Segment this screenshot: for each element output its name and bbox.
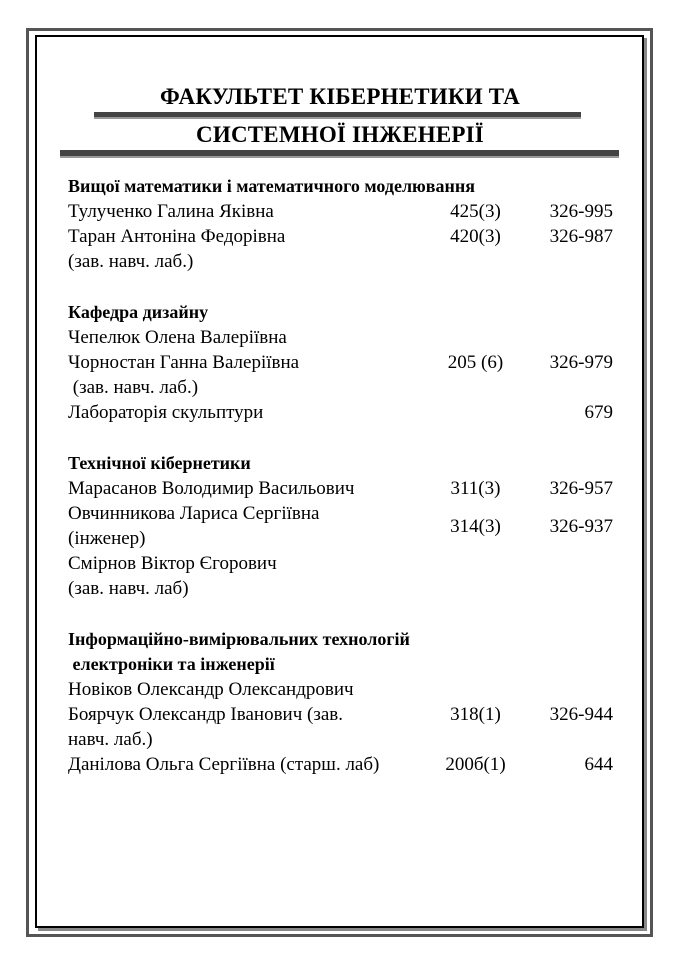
section-higher-math xyxy=(68,174,613,274)
list-item xyxy=(68,375,613,400)
staff-name: Новіков Олександр Олександрович xyxy=(68,679,354,700)
list-item xyxy=(68,400,613,425)
section-technical-cybernetics xyxy=(68,451,613,601)
list-item xyxy=(68,249,613,274)
title-rule-bottom xyxy=(60,150,619,158)
phone-number: 326-957 xyxy=(549,478,613,499)
room-number: 420(3) xyxy=(450,226,501,247)
list-item xyxy=(68,727,613,752)
staff-name: Марасанов Володимир Васильович xyxy=(68,478,355,499)
page-title-line1: ФАКУЛЬТЕТ КІБЕРНЕТИКИ ТА xyxy=(160,84,520,109)
staff-name: Смірнов Віктор Єгорович xyxy=(68,553,277,574)
staff-name: навч. лаб.) xyxy=(68,729,153,750)
phone-number: 679 xyxy=(584,402,613,423)
section-title: Технічної кібернетики xyxy=(68,453,251,473)
staff-name: (зав. навч. лаб.) xyxy=(68,377,199,398)
section-title: Інформаційно-вимірювальних технологій електроніки та інженерії xyxy=(68,629,410,674)
staff-name: Таран Антоніна Федорівна xyxy=(68,226,286,247)
staff-name: Лабораторія скульптури xyxy=(68,402,264,423)
list-item xyxy=(68,677,613,702)
list-item xyxy=(68,325,613,350)
staff-name: Чорностан Ганна Валеріївна xyxy=(68,352,300,373)
section-title: Кафедра дизайну xyxy=(68,302,209,322)
phone-number: 326-979 xyxy=(549,352,613,373)
phone-number: 326-995 xyxy=(549,201,613,222)
list-item xyxy=(68,476,613,501)
list-item xyxy=(68,224,613,249)
section-design xyxy=(68,300,613,425)
list-item xyxy=(68,501,613,551)
list-item xyxy=(68,576,613,601)
section-title: Вищої математики і математичного моделювання xyxy=(68,176,475,196)
list-item xyxy=(68,199,613,224)
list-item xyxy=(68,702,613,727)
room-number: 314(3) xyxy=(450,515,501,537)
phone-number: 326-937 xyxy=(549,515,613,537)
staff-name: Боярчук Олександр Іванович (зав. xyxy=(68,704,344,725)
room-number: 318(1) xyxy=(450,704,501,725)
room-number: 311(3) xyxy=(450,478,501,499)
staff-name: (зав. навч. лаб) xyxy=(68,578,189,599)
list-item xyxy=(68,551,613,576)
staff-name: (зав. навч. лаб.) xyxy=(68,251,194,272)
phone-number: 326-944 xyxy=(549,704,613,725)
phone-number: 644 xyxy=(584,754,613,775)
room-number: 200б(1) xyxy=(445,754,506,775)
page-title-line2: СИСТЕМНОЇ ІНЖЕНЕРІЇ xyxy=(196,122,484,147)
phone-number: 326-987 xyxy=(549,226,613,247)
list-item xyxy=(68,350,613,375)
directory-content xyxy=(68,174,613,803)
list-item xyxy=(68,752,613,777)
staff-name: Чепелюк Олена Валеріївна xyxy=(68,327,287,348)
title-rule-top xyxy=(94,112,581,119)
room-number: 205 (6) xyxy=(447,352,504,373)
staff-name: Тулученко Галина Яківна xyxy=(68,201,274,222)
section-info-measurement-tech xyxy=(68,627,613,777)
room-number: 425(3) xyxy=(450,201,501,222)
staff-name: Овчинникова Лариса Сергіївна (інженер) xyxy=(68,503,320,549)
staff-name: Данілова Ольга Сергіївна (старш. лаб) xyxy=(68,754,380,775)
